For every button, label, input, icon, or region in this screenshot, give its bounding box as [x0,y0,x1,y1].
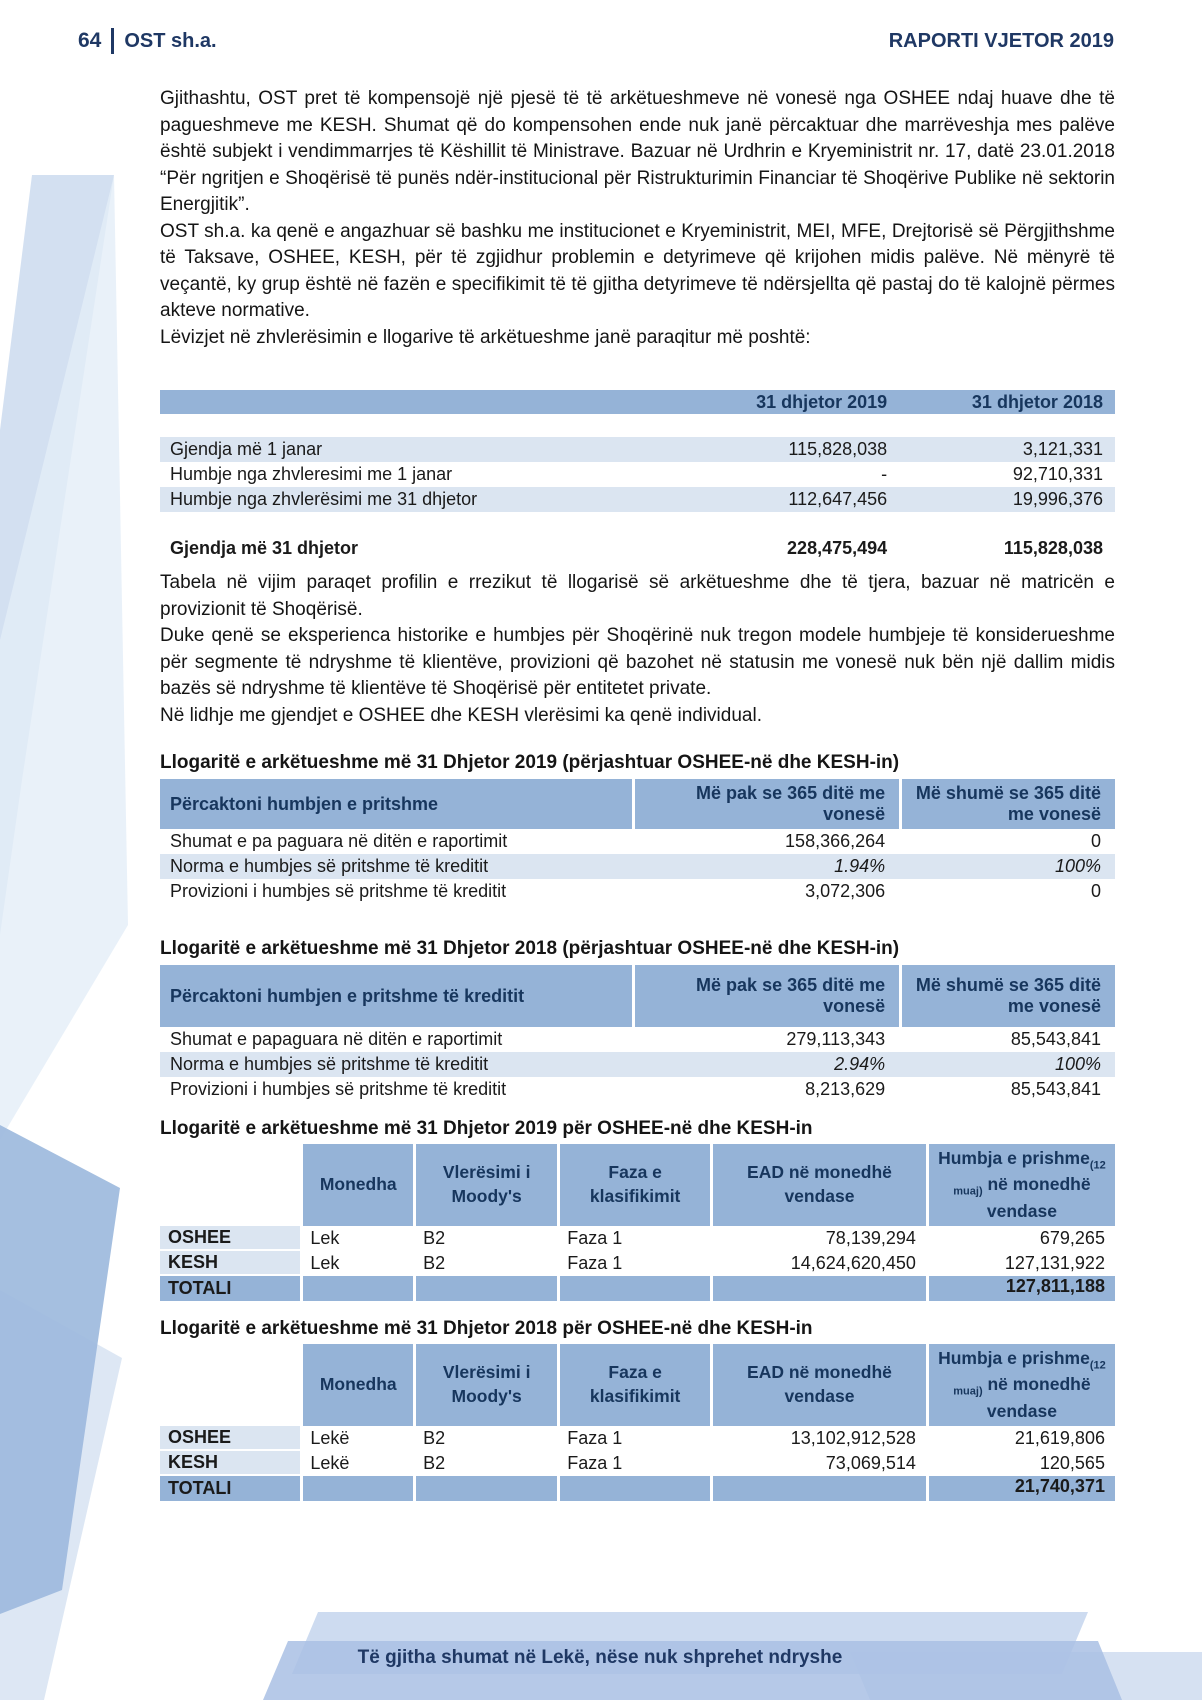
row-value-less: 2.94% [834,1054,886,1074]
row-label: KESH [160,1251,300,1276]
row-label: Humbje nga zhvlerësimi me 31 dhjetor [170,489,478,509]
table-row [160,879,1115,904]
page-number: 64 [78,29,102,52]
table-row-kesh [160,1451,1115,1476]
page-header [78,28,1114,54]
row-value-more: 85,543,841 [1010,1079,1101,1099]
page-header-left [78,28,217,54]
company-name: OST sh.a. [124,29,217,52]
table-row-kesh [160,1251,1115,1276]
movements-spacer [160,414,1115,437]
ok-header-ead: EAD në monedhë vendase [710,1344,926,1426]
header-divider [111,28,114,54]
row-value-less: 279,113,343 [786,1029,886,1049]
ecl-2019-title: Llogaritë e arkëtueshme më 31 Dhjetor 2019 (përjashtuar OSHEE-në dhe KESH-in) [160,752,900,773]
row-ead: 13,102,912,528 [790,1428,916,1448]
ecl-2018-title: Llogaritë e arkëtueshme më 31 Dhjetor 2018 (përjashtuar OSHEE-në dhe KESH-in) [160,938,900,959]
row-stage: Faza 1 [567,1428,623,1448]
row-value-more: 0 [1090,881,1101,901]
total-expected-loss: 127,811,188 [926,1276,1115,1301]
ok-header-ead: EAD në monedhë vendase [710,1144,926,1226]
ok-header-expected-loss-text [935,1147,1109,1223]
ok-header-expected-loss [926,1144,1115,1226]
empty-cell [557,1276,710,1301]
table-row [160,854,1115,879]
oshee-kesh-2019-title: Llogaritë e arkëtueshme më 31 Dhjetor 2019 për OSHEE-në dhe KESH-in [160,1118,813,1139]
paragraph-individual-assessment: Në lidhje me gjendjet e OSHEE dhe KESH vlerësimi ka qenë individual. [160,704,762,726]
total-value-2018: 115,828,038 [1003,538,1103,558]
row-value-less: 8,213,629 [805,1079,886,1099]
table-row [160,462,1115,487]
ecl-header-more365: Më shumë se 365 ditë me vonesë [899,779,1115,829]
total-label: TOTALI [160,1276,300,1301]
movements-header-2018: 31 dhjetor 2018 [971,391,1103,412]
row-value-2019: 115,828,038 [788,439,888,459]
ok-header-empty [160,1144,300,1226]
expected-loss-label-suffix: në monedhë vendase [982,1374,1091,1421]
row-value-more: 100% [1054,856,1101,876]
row-rating: B2 [423,1228,446,1248]
expected-loss-subscript: (12 muaj) [953,1359,1106,1398]
row-ead: 73,069,514 [825,1453,916,1473]
empty-cell [413,1276,557,1301]
empty-cell [300,1476,413,1501]
table-row [160,437,1115,462]
table-row [160,1027,1115,1052]
movements-table [160,390,1115,561]
ok-header-currency: Monedha [300,1144,413,1226]
row-label: KESH [160,1451,300,1476]
ecl-header-less365: Më pak se 365 ditë me vonesë [632,965,899,1027]
ok-header-empty [160,1344,300,1426]
row-label: Humbje nga zhvleresimi me 1 janar [170,464,453,484]
row-value-2019: 112,647,456 [788,489,888,509]
ecl-2018-section [160,938,1115,1102]
notes-section [160,570,1115,729]
row-expected-loss: 127,131,922 [1004,1253,1105,1273]
row-label: Gjendja më 1 janar [170,439,323,459]
paragraph-loss-experience: Duke qenë se eksperienca historike e humbjes për Shoqërinë nuk tregon modele humbjeje të konsiderueshme për segmente të ndryshme të klientëve, provizioni që bazohet në statusin me vonesë nuk bën një dallim midis bazës së ndryshme të klientëve të Shoqërisë për entitetet private. [160,625,1115,699]
row-currency: Lekë [310,1428,350,1448]
oshee-kesh-2019-section [160,1118,1115,1301]
row-value-2018: 92,710,331 [1012,464,1103,484]
movements-total-row [160,536,1115,561]
row-value-more: 100% [1054,1054,1101,1074]
row-label: Norma e humbjes së pritshme të kreditit [170,856,489,876]
table-row-oshee [160,1426,1115,1451]
row-label: Norma e humbjes së pritshme të kreditit [170,1054,489,1074]
total-row [160,1276,1115,1301]
ok-header-expected-loss-text [935,1347,1109,1423]
paragraph-institutions: OST sh.a. ka qenë e angazhuar së bashku me institucionet e Kryeministrit, MEI, MFE, Drejtorisë së Përgjithshme të Taksave, OSHEE, KESH, për të zgjidhur problemin e detyrimeve që krijohen midis palëve. Në mënyrë të veçantë, ky grup është në fazën e specifikimit të të gjitha detyrimeve të ndërsjellta që pastaj do të kalojnë përmes akteve normative. [160,220,1115,321]
expected-loss-label: Humbja e prishme [938,1147,1090,1168]
row-value-2018: 19,996,376 [1012,489,1103,509]
ecl-header-label: Përcaktoni humbjen e pritshme të kreditit [170,985,525,1006]
row-label: Provizioni i humbjes së pritshme të kreditit [170,1079,507,1099]
ecl-2019-section [160,752,1115,904]
paragraph-compensation: Gjithashtu, OST pret të kompensojë një pjesë të të arkëtueshmeve në vonesë nga OSHEE ndaj huave dhe të pagueshmeve me KESH. Shumat që do kompensohen ende nuk janë përcaktuar dhe marrëveshja mes palëve është subjekt i vendimmarrjes të Këshillit të Ministrave. Bazuar në Urdhrin e Kryeministrit nr. 17, datë 23.01.2018 “Për ngritjen e Shoqërisë të punës ndër-institucional për Ristrukturimin Financiar të Shoqërive Publike në sektorin Energjitik”. [160,88,1115,215]
movements-table-header [160,390,1115,414]
empty-cell [710,1276,926,1301]
total-value-2019: 228,475,494 [787,538,888,558]
row-rating: B2 [423,1428,446,1448]
report-title: RAPORTI VJETOR 2019 [888,29,1114,52]
row-stage: Faza 1 [567,1253,623,1273]
expected-loss-label: Humbja e prishme [938,1347,1090,1368]
row-label: Shumat e papaguara në ditën e raportimit [170,1029,503,1049]
expected-loss-subscript: (12 muaj) [953,1159,1106,1198]
ok-header-expected-loss [926,1344,1115,1426]
oshee-kesh-2018-section [160,1318,1115,1501]
row-value-2018: 3,121,331 [1022,439,1103,459]
ecl-header-more365: Më shumë se 365 ditë me vonesë [899,965,1115,1027]
oshee-kesh-2019-header [160,1144,1115,1226]
row-label: OSHEE [160,1426,300,1451]
ecl-header-label: Përcaktoni humbjen e pritshme [170,793,439,814]
row-value-less: 3,072,306 [805,881,886,901]
row-rating: B2 [423,1453,446,1473]
table-row [160,1077,1115,1102]
empty-cell [413,1476,557,1501]
empty-cell [710,1476,926,1501]
row-expected-loss: 21,619,806 [1014,1428,1105,1448]
total-label: TOTALI [160,1476,300,1501]
total-label: Gjendja më 31 dhjetor [170,538,359,558]
total-row [160,1476,1115,1501]
ok-header-moodys-rating: Vlerësimi i Moody's [413,1144,557,1226]
row-value-less: 1.94% [834,856,886,876]
table-row [160,487,1115,512]
ok-header-classification-stage: Faza e klasifikimit [557,1144,710,1226]
row-label: OSHEE [160,1226,300,1251]
ok-header-classification-stage: Faza e klasifikimit [557,1344,710,1426]
row-rating: B2 [423,1253,446,1273]
paragraph-risk-profile: Tabela në vijim paraqet profilin e rrezikut të llogarisë së arkëtueshme dhe të tjera, bazuar në matricën e provizionit të Shoqërisë. [160,572,1115,620]
empty-cell [300,1276,413,1301]
movements-header-2019: 31 dhjetor 2019 [756,391,888,412]
row-expected-loss: 679,265 [1039,1228,1105,1248]
row-label: Provizioni i humbjes së pritshme të kreditit [170,881,507,901]
row-stage: Faza 1 [567,1228,623,1248]
intro-section [160,86,1115,351]
paragraph-movements-lead: Lëvizjet në zhvlerësimin e llogarive të arkëtueshme janë paraqitur më poshtë: [160,326,811,348]
table-row-oshee [160,1226,1115,1251]
ok-header-moodys-rating: Vlerësimi i Moody's [413,1344,557,1426]
footer-note: Të gjitha shumat në Lekë, nëse nuk shprehet ndryshe [357,1647,843,1668]
ok-header-currency: Monedha [300,1344,413,1426]
row-expected-loss: 120,565 [1039,1453,1105,1473]
row-currency: Lek [310,1228,340,1248]
table-row [160,829,1115,854]
expected-loss-label-suffix: në monedhë vendase [982,1174,1091,1221]
ecl-2018-header [160,965,1115,1027]
row-value-less: 158,366,264 [785,831,886,851]
row-stage: Faza 1 [567,1453,623,1473]
row-currency: Lekë [310,1453,350,1473]
movements-spacer [160,512,1115,536]
total-expected-loss: 21,740,371 [926,1476,1115,1501]
table-row [160,1052,1115,1077]
ecl-2019-header [160,779,1115,829]
row-currency: Lek [310,1253,340,1273]
ecl-header-less365: Më pak se 365 ditë me vonesë [632,779,899,829]
oshee-kesh-2018-header [160,1344,1115,1426]
row-value-more: 85,543,841 [1010,1029,1101,1049]
empty-cell [557,1476,710,1501]
row-label: Shumat e pa paguara në ditën e raportimit [170,831,508,851]
row-ead: 14,624,620,450 [790,1253,916,1273]
row-value-2019: - [881,464,888,484]
oshee-kesh-2018-title: Llogaritë e arkëtueshme më 31 Dhjetor 2018 për OSHEE-në dhe KESH-in [160,1318,813,1339]
row-ead: 78,139,294 [825,1228,916,1248]
row-value-more: 0 [1090,831,1101,851]
